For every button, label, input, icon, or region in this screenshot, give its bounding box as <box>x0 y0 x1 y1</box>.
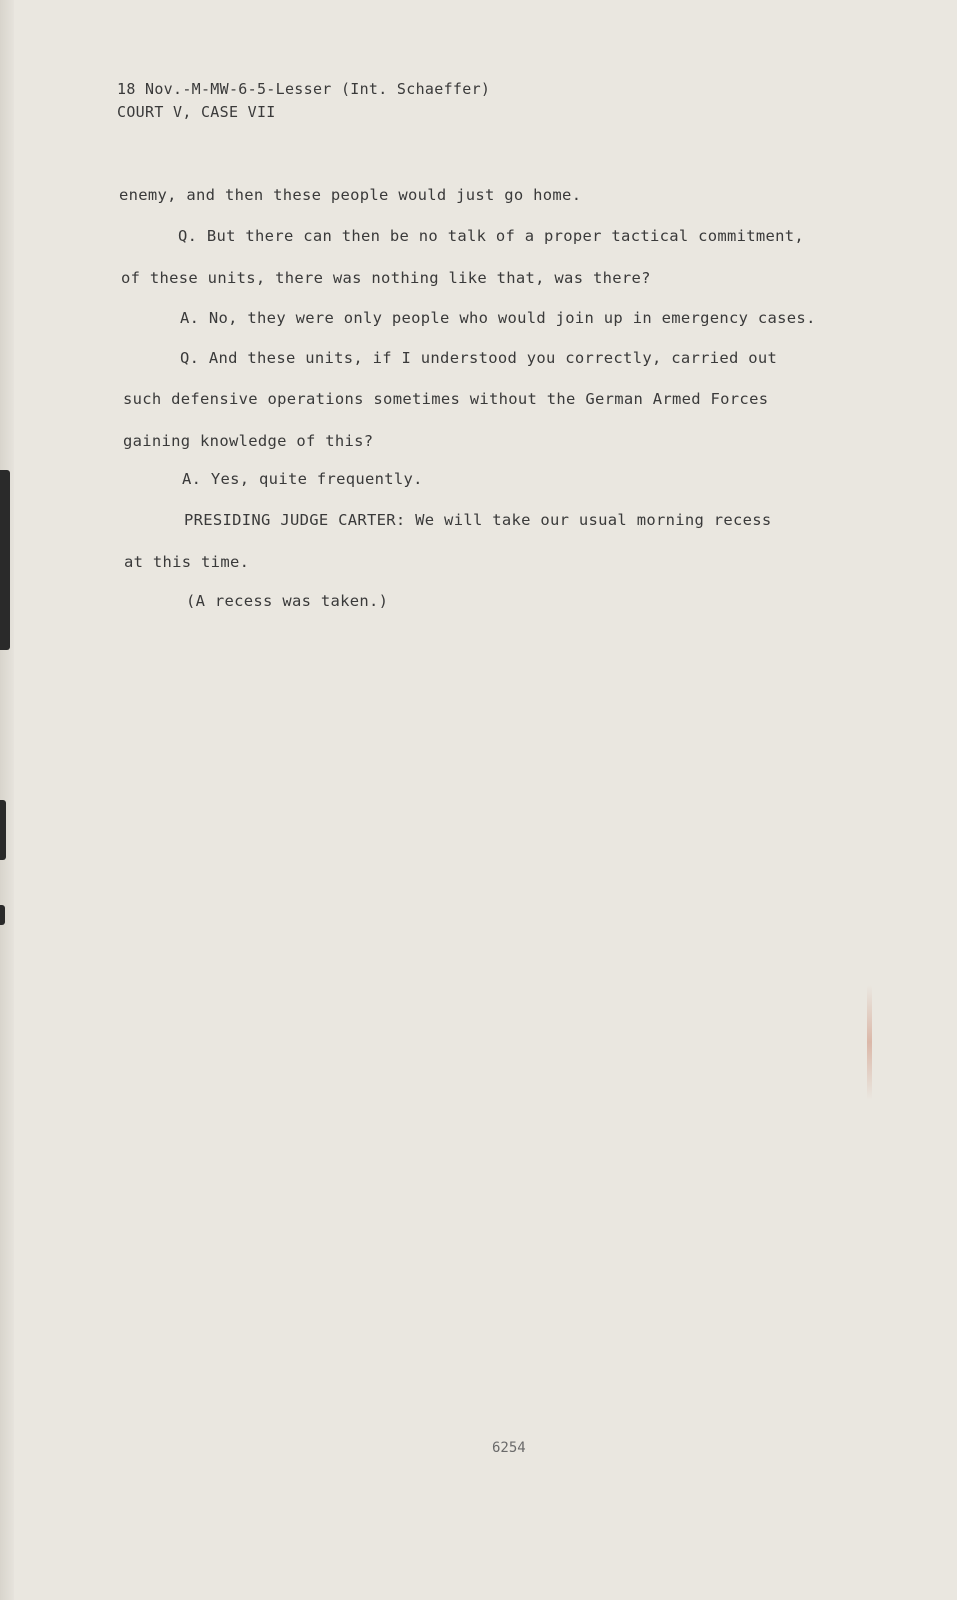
transcript-line: (A recess was taken.) <box>186 592 389 610</box>
binding-mark <box>0 470 10 650</box>
transcript-line: enemy, and then these people would just go home. <box>119 186 582 204</box>
header-line-1: 18 Nov.-M-MW-6-5-Lesser (Int. Schaeffer) <box>117 80 491 98</box>
transcript-line: such defensive operations sometimes without the German Armed Forces <box>123 390 769 408</box>
transcript-line: of these units, there was nothing like that, was there? <box>121 269 651 287</box>
transcript-line: A. Yes, quite frequently. <box>182 470 423 488</box>
transcript-line: A. No, they were only people who would join up in emergency cases. <box>180 309 816 327</box>
transcript-line: PRESIDING JUDGE CARTER: We will take our usual morning recess <box>184 511 772 529</box>
binding-mark <box>0 800 6 860</box>
binding-mark <box>0 905 5 925</box>
paper-stain <box>867 985 872 1100</box>
transcript-line: Q. But there can then be no talk of a proper tactical commitment, <box>178 227 805 245</box>
transcript-line: gaining knowledge of this? <box>123 432 374 450</box>
page-number: 6254 <box>492 1440 526 1456</box>
transcript-line: Q. And these units, if I understood you correctly, carried out <box>180 349 778 367</box>
header-line-2: COURT V, CASE VII <box>117 103 276 121</box>
transcript-line: at this time. <box>124 553 250 571</box>
